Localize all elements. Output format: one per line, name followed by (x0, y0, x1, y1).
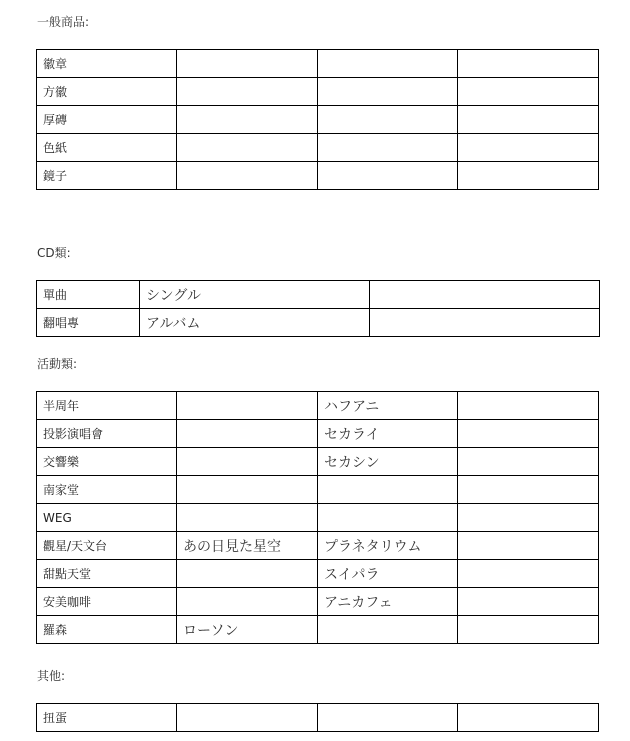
table-row (37, 504, 599, 532)
table-cell: 翻唱專 (37, 309, 140, 337)
table-cell (318, 704, 458, 732)
other-table (36, 703, 599, 732)
table-cell: 安美咖啡 (37, 588, 177, 616)
table-row (37, 50, 599, 78)
table-cell (318, 106, 458, 134)
table-cell (318, 134, 458, 162)
table-cell (458, 392, 599, 420)
table-cell (458, 704, 599, 732)
section-heading-other: 其他: (37, 669, 66, 683)
table-cell: 厚磚 (37, 106, 177, 134)
table-cell (458, 504, 599, 532)
table-cell (458, 588, 599, 616)
table-row (37, 588, 599, 616)
table-cell (458, 476, 599, 504)
table-cell (177, 560, 318, 588)
table-cell (370, 281, 600, 309)
section-heading-cd: CD類: (37, 246, 71, 260)
table-row (37, 704, 599, 732)
general-goods-table (36, 49, 599, 190)
table-cell: 交響樂 (37, 448, 177, 476)
table-cell: WEG (37, 504, 177, 532)
table-cell (318, 504, 458, 532)
table-cell (458, 50, 599, 78)
table-cell: 方徽 (37, 78, 177, 106)
table-cell: 色紙 (37, 134, 177, 162)
table-cell (318, 162, 458, 190)
table-cell (458, 448, 599, 476)
table-cell: ローソン (177, 616, 318, 644)
table-cell (318, 616, 458, 644)
table-cell (458, 616, 599, 644)
section-heading-events: 活動類: (37, 357, 78, 371)
table-cell: あの日見た星空 (177, 532, 318, 560)
table-cell: 扭蛋 (37, 704, 177, 732)
table-cell (458, 106, 599, 134)
table-cell (177, 50, 318, 78)
table-cell: 投影演唱會 (37, 420, 177, 448)
table-row (37, 476, 599, 504)
cd-table (36, 280, 600, 337)
table-cell: 徽章 (37, 50, 177, 78)
table-cell (177, 162, 318, 190)
table-cell (177, 504, 318, 532)
table-cell: 甜點天堂 (37, 560, 177, 588)
table-cell (458, 560, 599, 588)
table-cell (458, 134, 599, 162)
table-row (37, 448, 599, 476)
table-cell: 羅森 (37, 616, 177, 644)
table-row (37, 281, 600, 309)
table-row (37, 616, 599, 644)
table-cell (177, 448, 318, 476)
table-cell: 觀星/天文台 (37, 532, 177, 560)
table-row (37, 106, 599, 134)
table-row (37, 78, 599, 106)
table-row (37, 532, 599, 560)
table-cell (318, 476, 458, 504)
table-cell: セカシン (318, 448, 458, 476)
table-cell (177, 704, 318, 732)
table-row (37, 420, 599, 448)
section-heading-general: 一般商品: (37, 15, 90, 29)
table-cell (177, 106, 318, 134)
table-cell (177, 420, 318, 448)
table-cell (318, 50, 458, 78)
table-cell (458, 532, 599, 560)
table-cell (177, 78, 318, 106)
table-cell: 單曲 (37, 281, 140, 309)
events-table (36, 391, 599, 644)
table-cell: セカライ (318, 420, 458, 448)
table-cell (318, 78, 458, 106)
table-cell: 鏡子 (37, 162, 177, 190)
table-cell: プラネタリウム (318, 532, 458, 560)
table-cell (177, 476, 318, 504)
table-cell (370, 309, 600, 337)
table-row (37, 309, 600, 337)
table-cell: 半周年 (37, 392, 177, 420)
table-cell: スイパラ (318, 560, 458, 588)
table-cell: ハフアニ (318, 392, 458, 420)
table-cell: シングル (140, 281, 370, 309)
table-row (37, 560, 599, 588)
table-cell (458, 78, 599, 106)
table-cell (458, 162, 599, 190)
table-cell (177, 134, 318, 162)
table-cell (177, 588, 318, 616)
table-cell (458, 420, 599, 448)
table-cell: 南家堂 (37, 476, 177, 504)
table-row (37, 134, 599, 162)
table-cell (177, 392, 318, 420)
table-cell: アルバム (140, 309, 370, 337)
table-cell: アニカフェ (318, 588, 458, 616)
table-row (37, 162, 599, 190)
table-row (37, 392, 599, 420)
